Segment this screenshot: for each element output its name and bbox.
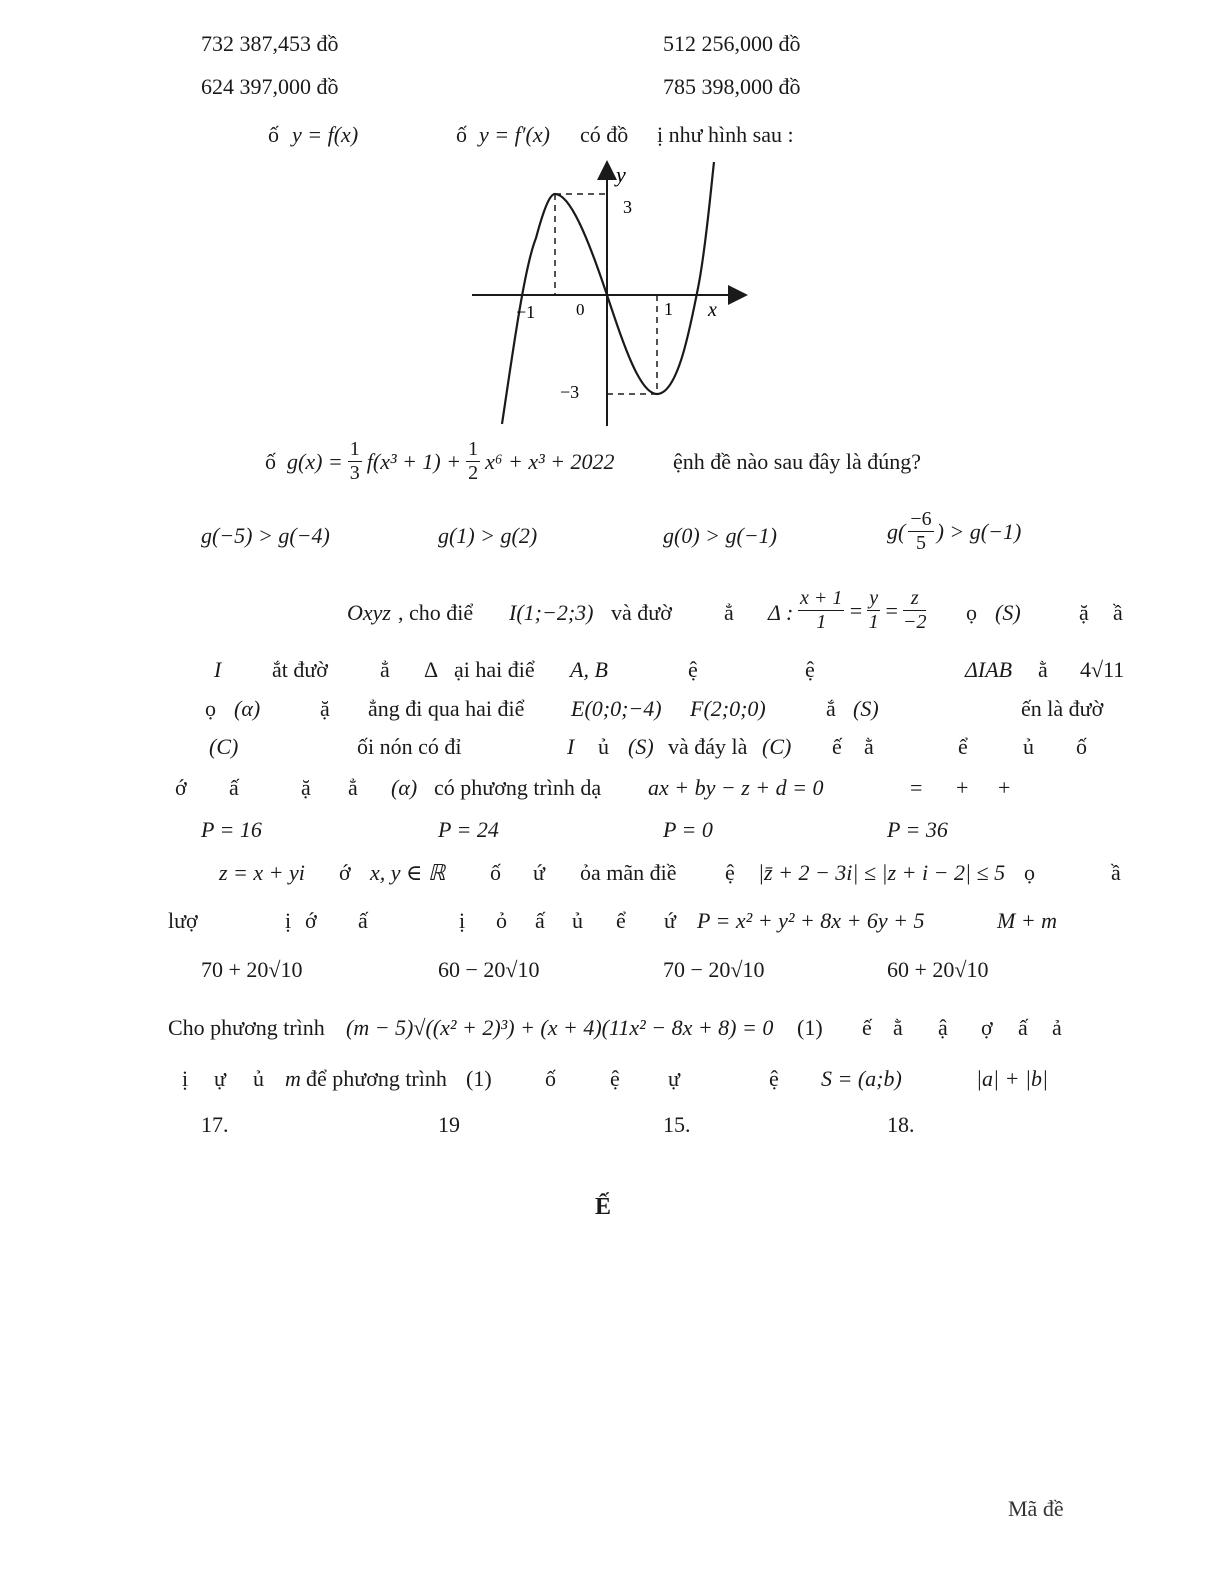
equation-option-a: 17. [201,1112,229,1137]
equation-l1-frag-e: ợ [981,1015,993,1040]
complex-l1-frag-f: ọ [1024,860,1035,885]
equation-l2-m: m [285,1066,301,1091]
sphere-l2-frag-d: ệ [688,657,698,682]
sphere-l5-frag-g: + [956,775,969,800]
sphere-l5-frag-e: có phương trình dạ [434,775,602,800]
sphere-frac-z [903,587,927,634]
graph-tick-minus-3: −3 [560,382,580,402]
frac-num: 1 [349,438,360,460]
equation-l2-frag-a: ị [182,1066,189,1091]
sphere-l1-frag-d: ọ [966,600,977,625]
graph-intro-frag-c: có đồ [580,122,629,147]
sphere-l5-frag-d: ẳ [348,775,358,800]
sphere-l2-frag-c: ại hai điể [454,657,535,682]
sphere-l3-frag-d: ắ [826,696,836,721]
complex-l1-frag-e: ệ [725,860,735,885]
equation-l2-frag-c: ủ [253,1066,264,1091]
complex-l1-frag-g: ầ [1111,860,1121,885]
complex-l2-frag-a: lượ [168,908,198,933]
sphere-l4-frag-a: ối nón có đỉ [357,734,462,759]
prev-option-b: 512 256,000 đồ [663,31,801,56]
sphere-l3-F: F(2;0;0) [690,696,766,721]
equation-l2-label-1: (1) [466,1066,492,1091]
complex-l1-frag-b: ố [490,860,501,885]
equation-l1-frag-d: ậ [938,1015,948,1040]
sphere-oxyz: Oxyz [347,600,391,625]
equation-option-b: 19 [438,1112,460,1137]
sphere-l4-I: I [567,734,575,759]
equation-expression: (m − 5)√((x² + 2)³) + (x + 4)(11x² − 8x + 8) = 0 [346,1015,774,1040]
complex-P-expression: P = x² + y² + 8x + 6y + 5 [697,908,925,933]
sphere-l5-frag-h: + [998,775,1011,800]
equation-label-1: (1) [797,1015,823,1040]
graph-tick-3: 3 [623,197,632,217]
sphere-l1-frag-b: và đườ [611,600,672,625]
g-option-c: g(0) > g(−1) [663,523,777,548]
g-def-lhs: g(x) = [287,448,343,474]
sphere-l5-plane-eq: ax + by − z + d = 0 [648,775,824,800]
graph-y-label: y [616,162,626,187]
sphere-l2-delta: Δ [424,657,439,682]
g-definition-line [265,438,615,485]
equals-sign: = [848,597,864,623]
sphere-l4-frag-e: ằ [864,734,874,759]
frac-num: y [869,587,879,609]
equation-l2-frag-b: ự [214,1066,226,1091]
sphere-l2-triangle: ΔIAB [965,657,1013,682]
complex-l2-frag-i: ể [616,908,626,933]
sphere-l5-alpha: (α) [391,775,418,800]
equation-l2-frag-g: ự [668,1066,680,1091]
sphere-l3-S: (S) [853,696,879,721]
equation-l1-frag-a: Cho phương trình [168,1015,325,1040]
complex-l2-frag-e: ị [459,908,466,933]
frac-den: 5 [915,532,926,554]
g-option-d-post: ) > g(−1) [936,518,1022,544]
sphere-l3-frag-a: ọ [205,696,216,721]
sphere-l1-frag-e: ặ [1079,600,1089,625]
frac-num: −6 [910,508,932,530]
frac-den: 2 [468,462,479,484]
sphere-l2-value: 4√11 [1080,657,1125,682]
complex-l2-frag-c: ớ [305,908,317,933]
g-question: ệnh đề nào sau đây là đúng? [673,449,922,474]
derivative-graph [468,158,748,430]
sphere-l4-frag-g: ủ [1023,734,1034,759]
end-mark: Ế [595,1194,612,1220]
prev-option-c: 624 397,000 đồ [201,74,339,99]
sphere-l5-frag-c: ặ [301,775,311,800]
complex-option-c: 70 − 20√10 [663,957,765,982]
graph-intro-frag-a: ố [268,122,279,147]
g-option-d-fraction [908,508,933,555]
sphere-option-d: P = 36 [887,817,948,842]
sphere-point-I: I(1;−2;3) [509,600,594,625]
sphere-l5-frag-f: = [910,775,923,800]
g-option-d-pre: g( [887,518,906,544]
complex-l2-frag-g: ấ [535,908,545,933]
sphere-l2-frag-b: ẳ [380,657,390,682]
sphere-l3-frag-c: ẳng đi qua hai điể [368,696,525,721]
frac-num: z [903,587,927,611]
footer-exam-code: Mã đề [1008,1496,1064,1521]
complex-l2-frag-j: ứ [664,908,676,933]
g-option-b: g(1) > g(2) [438,523,538,548]
sphere-l2-frag-a: ắt đườ [272,657,328,682]
complex-l2-frag-d: ấ [358,908,368,933]
sphere-frac-y [867,587,880,634]
equation-l1-frag-g: ả [1052,1015,1062,1040]
sphere-frac-x [798,587,844,634]
sphere-l5-frag-b: ấ [229,775,239,800]
complex-option-a: 70 + 20√10 [201,957,303,982]
equation-l1-frag-b: ế [862,1015,872,1040]
frac-den: 3 [349,462,360,484]
equation-l1-frag-c: ằ [893,1015,903,1040]
sphere-S: (S) [995,600,1021,625]
graph-intro-fpx: y = f′(x) [479,122,550,147]
complex-l2-frag-b: ị [285,908,292,933]
sphere-l3-E: E(0;0;−4) [571,696,662,721]
sphere-l2-frag-e: ệ [805,657,815,682]
frac-den: 1 [868,611,879,633]
graph-x-label: x [708,299,717,321]
graph-tick-minus-1: −1 [516,302,536,322]
equation-l2-frag-h: ệ [769,1066,779,1091]
sphere-option-a: P = 16 [201,817,262,842]
g-def-fraction-1-2 [466,438,480,485]
sphere-l2-frag-f: ằ [1038,657,1048,682]
graph-intro-frag-b: ố [456,122,467,147]
equation-l1-frag-f: ấ [1018,1015,1028,1040]
complex-option-d: 60 + 20√10 [887,957,989,982]
complex-l1-frag-c: ứ [533,860,545,885]
prev-option-a: 732 387,453 đồ [201,31,339,56]
complex-z: z = x + yi [219,860,305,885]
sphere-l4-C2: (C) [762,734,792,759]
sphere-l3-frag-e: ến là đườ [1021,696,1104,721]
graph-tick-1: 1 [664,299,673,319]
frac-num: x + 1 [800,587,843,609]
sphere-l4-frag-h: ố [1076,734,1087,759]
equation-l2-frag-d: để phương trình [306,1066,447,1091]
sphere-line-equation [798,587,926,634]
sphere-l4-frag-b: ủ [598,734,609,759]
complex-option-b: 60 − 20√10 [438,957,540,982]
complex-l1-frag-d: ỏa mãn điề [580,860,677,885]
complex-l2-frag-h: ủ [572,908,583,933]
equation-option-d: 18. [887,1112,915,1137]
sphere-l4-S: (S) [628,734,654,759]
graph-intro-fx: y = f(x) [292,122,359,147]
complex-l1-frag-a: ớ [339,860,351,885]
g-option-a: g(−5) > g(−4) [201,523,330,548]
equation-l2-frag-e: ố [545,1066,556,1091]
sphere-option-b: P = 24 [438,817,499,842]
sphere-l4-frag-f: ể [958,734,968,759]
complex-M-plus-m: M + m [997,908,1058,933]
sphere-l3-frag-b: ặ [320,696,330,721]
sphere-l4-frag-d: ế [832,734,842,759]
sphere-l2-AB: A, B [570,657,608,682]
sphere-l2-I: I [214,657,222,682]
g-def-lead: ố [265,448,276,474]
g-option-d [887,508,1021,555]
sphere-l4-C: (C) [209,734,239,759]
equation-abs-sum: |a| + |b| [976,1066,1049,1091]
sphere-l1-frag-c: ẳ [724,600,734,625]
graph-intro-frag-d: ị như hình sau : [657,122,794,147]
frac-num: 1 [468,438,479,460]
frac-den: −2 [902,611,927,633]
sphere-option-c: P = 0 [663,817,713,842]
equation-l2-frag-f: ệ [610,1066,620,1091]
complex-xy: x, y ∈ ℝ [370,860,446,885]
graph-origin: 0 [576,300,585,319]
g-def-tail: x⁶ + x³ + 2022 [485,448,615,474]
sphere-l5-frag-a: ớ [175,775,187,800]
prev-option-d: 785 398,000 đồ [663,74,801,99]
frac-den: 1 [816,611,827,633]
equation-option-c: 15. [663,1112,691,1137]
sphere-l4-frag-c: và đáy là [668,734,748,759]
sphere-l1-frag-a: , cho điể [398,600,474,625]
g-def-fraction-1-3 [348,438,362,485]
g-def-mid: f(x³ + 1) + [366,448,462,474]
equation-solution-set: S = (a;b) [821,1066,902,1091]
complex-l2-frag-f: ỏ [496,908,507,933]
sphere-l3-alpha: (α) [234,696,261,721]
complex-condition: |z̄ + 2 − 3i| ≤ |z + i − 2| ≤ 5 [758,860,1006,885]
sphere-l1-frag-f: ầ [1113,600,1123,625]
equals-sign: = [884,597,899,623]
sphere-delta-label: Δ : [768,600,794,625]
